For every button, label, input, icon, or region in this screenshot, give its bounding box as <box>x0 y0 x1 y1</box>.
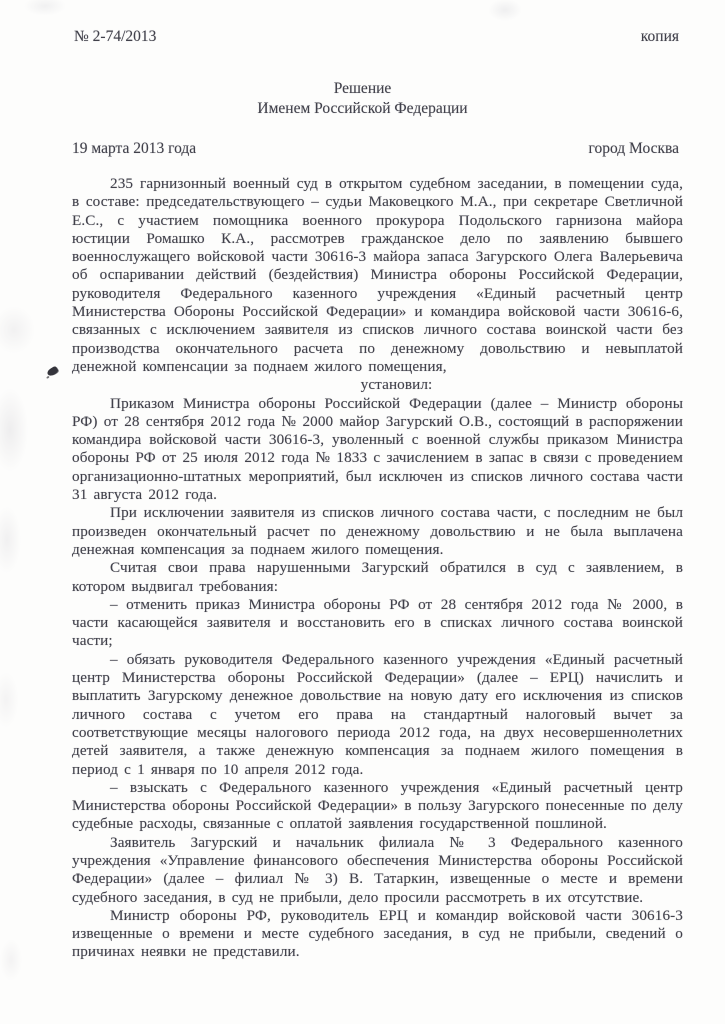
body-paragraph: Заявитель Загурский и начальник филиала № 3 Федерального казенного учреждения «Управление финансового обеспечения Министерства обороны Российской Федерации» (далее – филиал № 3) В. Татаркин, извещенные о месте и времени судебного заседания, в суд не прибыли, дело просили рассмотреть в их отсутствие. <box>72 833 683 906</box>
date-place-row <box>0 118 725 158</box>
title-line-imenem: Именем Российской Федерации <box>257 99 468 117</box>
decision-title <box>0 79 725 118</box>
body-paragraph: 235 гарнизонный военный суд в открытом судебном заседании, в помещении суда, в составе: председательствующего – судьи Маковецкого М.А., при секретаре Светличной Е.С., с участием помощника военного прокурора Подольского гарнизона майора юстиции Ромашко К.А., рассмотрев гражданское дело по заявлению бывшего военнослужащего войсковой части 30616-3 майора запаса Загурского Олега Валерьевича об оспаривании действий (бездействия) Министра обороны Российской Федерации, руководителя Федерального казенного учреждения «Единый расчетный центр Министерства Обороны Российской Федерации» и командира войсковой части 30616-6, связанных с исключением заявителя из списков личного состава воинской части без производства окончательного расчета по денежному довольствию и невыплатой денежной компенсации за поднаем жилого помещения, <box>72 175 683 375</box>
body-paragraph: – взыскать с Федерального казенного учреждения «Единый расчетный центр Министерства обороны Российской Федерации» в пользу Загурского понесенные по делу судебные расходы, связанные с оплатой заявления государственной пошлиной. <box>72 778 683 833</box>
decision-city: город Москва <box>588 140 679 157</box>
body-paragraph: Считая свои права нарушенными Загурский обратился в суд с заявлением, в котором выдвигал требования: <box>72 559 683 595</box>
body-paragraph: – отменить приказ Министра обороны РФ от 28 сентября 2012 года № 2000, в части касающейся заявителя и восстановить его в списках личного состава воинской части; <box>72 595 683 650</box>
title-line-reshenie: Решение <box>333 80 392 97</box>
page-header <box>0 0 725 46</box>
case-number: № 2-74/2013 <box>74 28 157 45</box>
body-paragraph: Приказом Министра обороны Российской Федерации (далее – Министр обороны РФ) от 28 сентября 2012 года № 2000 майор Загурский О.В., состоящий в распоряжении командира войсковой части 30616-3, уволенный с военной службы приказом Министра обороны РФ от 25 июля 2012 года № 1833 с зачислением в запас в связи с проведением организационно-штатных мероприятий, был исключен из списков личного состава части 31 августа 2012 года. <box>72 394 683 504</box>
body-paragraph: Министр обороны РФ, руководитель ЕРЦ и командир войсковой части 30616-3 извещенные о времени и месте судебного заседания, в суд не прибыли, сведений о причинах неявки не представили. <box>72 906 683 961</box>
ruling-heading: установил: <box>360 376 433 394</box>
body-paragraph: При исключении заявителя из списков личного состава части, с последним не был произведен окончательный расчет по денежному довольствию и не была выплачена денежная компенсация за поднаем жилого помещения. <box>72 504 683 558</box>
decision-date: 19 марта 2013 года <box>72 140 197 157</box>
decision-body <box>0 158 725 962</box>
body-paragraph: – обязать руководителя Федерального казенного учреждения «Единый расчетный центр Министерства обороны Российской Федерации» (далее – ЕРЦ) начислить и выплатить Загурскому денежное довольствие на новую дату его исключения из списков личного состава с учетом его права на стандартный налоговый вычет за соответствующие месяцы налогового периода 2012 года, на двух несовершеннолетних детей заявителя, а также денежную компенсация за поднаем жилого помещения в период с 1 января по 10 апреля 2012 года. <box>72 650 683 778</box>
copy-label: копия <box>640 28 679 45</box>
